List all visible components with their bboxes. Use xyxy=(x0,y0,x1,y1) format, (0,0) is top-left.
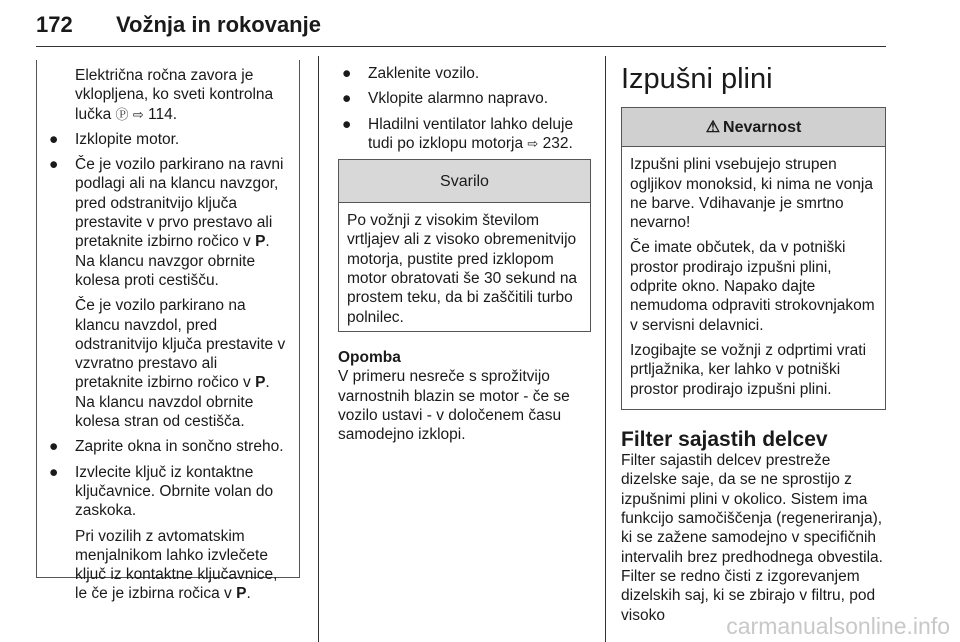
list-item: ● Izvlecite ključ iz kontaktne ključavnice. Obrnite volan do zaskoka. xyxy=(49,463,274,520)
danger-box xyxy=(621,107,886,410)
list-item: ● Vklopite alarmno napravo. xyxy=(342,90,549,108)
header-divider xyxy=(36,46,886,47)
subsection-text: Filter sajastih delcev prestreže dizelske saje, da se ne sprostijo z izpušnimi plini v okolico. Sistem ima funkcijo samočiščenja (regeneriranja), ki se zažene samodejno v specifičnih intervalih brez predhodnega obvestila. Filter se redno čisti z izgorevanjem dizelskih saj, ki se zbirajo v filtru, pod visoko xyxy=(621,452,883,624)
reference-arrow-icon: ⇨ xyxy=(132,106,144,122)
column-left xyxy=(36,60,300,603)
bullet-icon: ● xyxy=(49,130,59,148)
bullet-icon: ● xyxy=(342,115,352,133)
column-middle xyxy=(338,60,591,444)
column-right xyxy=(621,60,886,625)
page-header xyxy=(36,6,886,46)
chapter-title: Vožnja in rokovanje xyxy=(116,12,321,37)
bullet-icon: ● xyxy=(342,90,352,108)
bullet-icon: ● xyxy=(49,463,59,481)
list-item: ● Če je vozilo parkirano na ravni podlagi ali na klancu navzgor, pred odstranitvijo ključa prestavite v prvo prestavo ali pretaknite izbirno ročico v P. Na klancu navzgor obrnite kolesa proti cestišču. xyxy=(49,156,284,289)
danger-header xyxy=(622,108,885,147)
danger-title: Nevarnost xyxy=(723,118,802,136)
bullet-icon: ● xyxy=(49,438,59,456)
list-item: ● Izklopite motor. xyxy=(49,130,180,148)
caution-box xyxy=(338,159,591,332)
subsection-heading: Filter sajastih delcev xyxy=(621,427,828,451)
page-number: 172 xyxy=(36,12,73,37)
section-heading: Izpušni plini xyxy=(621,63,773,95)
remark-title: Opomba xyxy=(338,348,401,366)
watermark: carmanualsonline.info xyxy=(726,613,950,639)
bullet-icon: ● xyxy=(342,65,352,82)
automatic-paragraph: Pri vozilih z avtomatskim menjalnikom lahko izvlečete ključ iz kontaktne ključavnice, le če je izbirna ročica v P. xyxy=(75,527,278,603)
warning-triangle-icon: ⚠ xyxy=(705,118,721,136)
column-divider-2 xyxy=(605,56,606,642)
parking-brake-indicator-icon: Ⓟ xyxy=(115,106,129,122)
caution-title: Svarilo xyxy=(339,160,590,203)
continued-notice-box xyxy=(36,60,300,603)
list-item: ● Hladilni ventilator lahko deluje tudi po izklopu motorja ⇨ 232. xyxy=(342,115,574,152)
danger-text: Izpušni plini vsebujejo strupen ogljikov monoksid, ki nima ne vonja ne barve. Vdihavanje je smrtno nevarno! Če imate občutek, da v potniški prostor prodirajo izpušni plini, odprite okno. Napako dajte nemudoma odpraviti strokovnjakom v servisni delavnici. Izogibajte se vožnji z odprtimi vrati prtljažnika, ker lahko v potniški prostor prodirajo izpušni plini. xyxy=(630,156,875,398)
caution-text: Po vožnji z visokim številom vrtljajev ali z visoko obremenitvijo motorja, pustite pred izklopom motor obratovati še 30 sekund na prostem teku, da bi zaščitili turbo polnilec. xyxy=(347,212,578,326)
remark-text: V primeru nesreče s sprožitvijo varnostnih blazin se motor - če se vozilo ustavi - v določenem času samodejno izklopi. xyxy=(338,368,570,444)
page-reference: 114. xyxy=(148,105,178,123)
column-divider-1 xyxy=(318,56,319,642)
intro-paragraph: Električna ročna zavora je vklopljena, ko sveti kontrolna lučka Ⓟ ⇨ 114. xyxy=(75,67,274,123)
reference-arrow-icon: ⇨ xyxy=(527,135,539,151)
list-item: ● Zaprite okna in sončno streho. xyxy=(49,438,284,456)
bullet-icon: ● xyxy=(49,156,59,174)
downhill-paragraph: Če je vozilo parkirano na klancu navzdol, pred odstranitvijo ključa prestavite v vzvratno prestavo ali pretaknite izbirno ročico v P. Na klancu navzdol obrnite kolesa stran od cestišča. xyxy=(75,297,286,431)
list-item: ● Zaklenite vozilo. xyxy=(342,65,480,82)
